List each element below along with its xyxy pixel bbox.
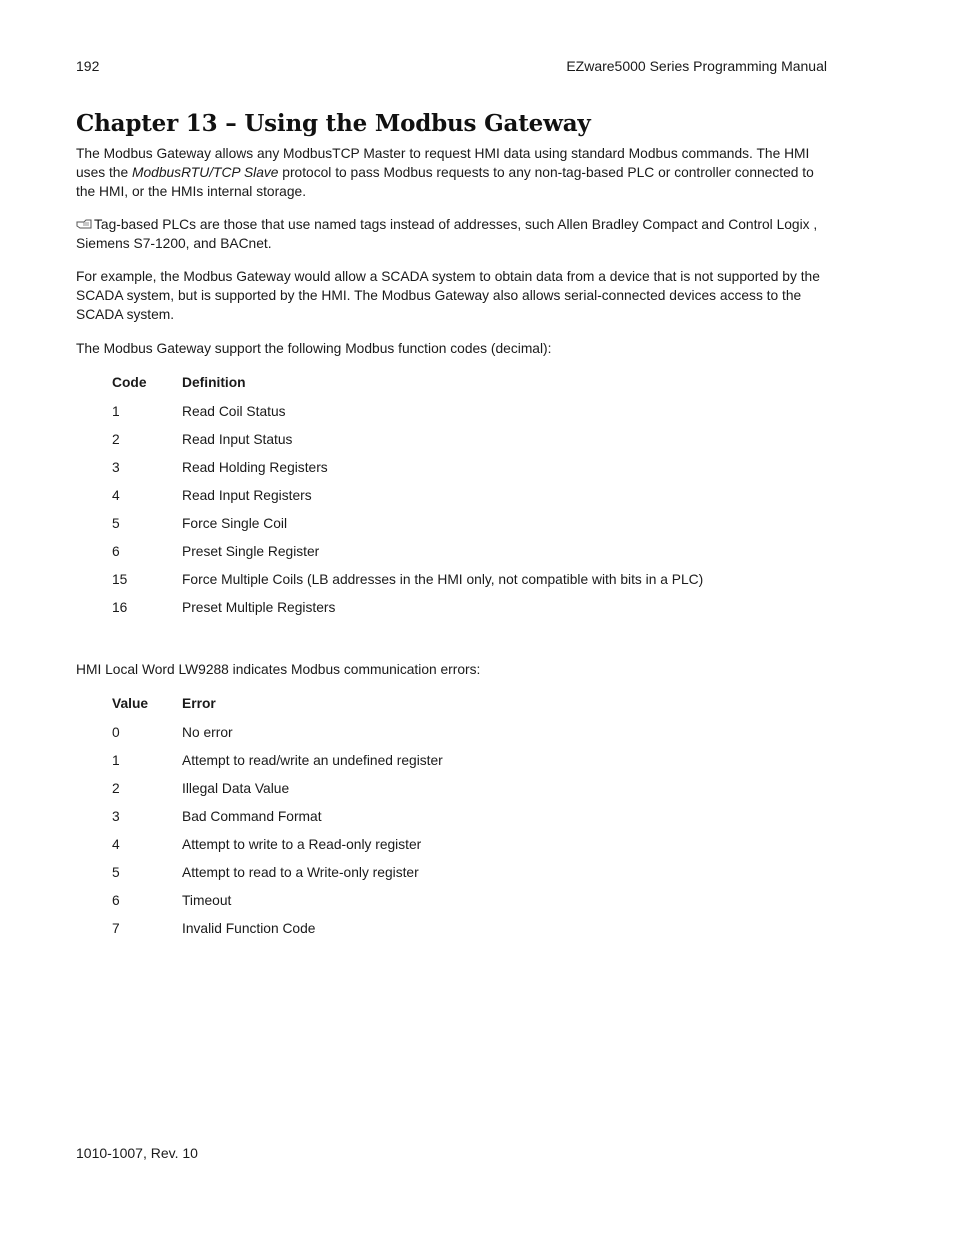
table-row	[112, 891, 443, 919]
table-row	[112, 863, 443, 891]
table-row	[112, 807, 443, 835]
errors-intro: HMI Local Word LW9288 indicates Modbus communication errors:	[76, 662, 481, 677]
table-row	[112, 458, 703, 486]
intro-text-2: protocol to pass Modbus requests to any non-tag-based PLC or controller connected to the HMI, or the HMIs internal storage.	[76, 165, 814, 199]
table-row	[112, 919, 443, 947]
column-header-value: Value	[112, 696, 149, 711]
page-body	[76, 144, 828, 947]
chapter-title: Chapter 13 – Using the Modbus Gateway	[76, 110, 591, 137]
note-paragraph	[76, 215, 828, 253]
value-cell: 2	[112, 781, 120, 796]
error-cell: No error	[182, 725, 233, 740]
table-row	[112, 486, 703, 514]
error-cell: Invalid Function Code	[182, 921, 316, 936]
table-row	[112, 779, 443, 807]
column-header-error: Error	[182, 696, 216, 711]
error-codes-table	[112, 694, 443, 947]
definition-cell: Force Multiple Coils (LB addresses in the HMI only, not compatible with bits in a PLC)	[182, 572, 704, 587]
error-cell: Attempt to read/write an undefined register	[182, 753, 443, 768]
table-row	[112, 751, 443, 779]
code-cell: 15	[112, 572, 128, 587]
table-header-row	[112, 373, 703, 402]
error-cell: Timeout	[182, 893, 232, 908]
value-cell: 7	[112, 921, 120, 936]
note-text: Tag-based PLCs are those that use named tags instead of addresses, such Allen Bradley Compact and Control Logix , Siemens S7-1200, and BACnet.	[76, 217, 818, 251]
error-cell: Attempt to write to a Read-only register	[182, 837, 422, 852]
code-cell: 5	[112, 516, 120, 531]
function-codes-intro: The Modbus Gateway support the following Modbus function codes (decimal):	[76, 341, 552, 356]
manual-title: EZware5000 Series Programming Manual	[566, 58, 827, 74]
column-header-code: Code	[112, 375, 147, 390]
table-row	[112, 402, 703, 430]
page-number: 192	[76, 58, 100, 74]
definition-cell: Read Input Registers	[182, 488, 312, 503]
table-header-row	[112, 694, 443, 723]
definition-cell: Preset Single Register	[182, 544, 320, 559]
column-header-definition: Definition	[182, 375, 246, 390]
code-cell: 1	[112, 404, 120, 419]
table-row	[112, 723, 443, 751]
definition-cell: Read Holding Registers	[182, 460, 328, 475]
function-codes-table	[112, 373, 703, 626]
intro-protocol-name: ModbusRTU/TCP Slave	[132, 165, 279, 180]
note-hand-icon	[76, 216, 92, 228]
value-cell: 0	[112, 725, 120, 740]
code-cell: 3	[112, 460, 120, 475]
intro-paragraph	[76, 144, 828, 201]
intro-text-1: The Modbus Gateway allows any ModbusTCP Master to request HMI data using standard Modbus commands. The HMI uses the	[76, 146, 810, 180]
table-row	[112, 514, 703, 542]
example-paragraph: For example, the Modbus Gateway would allow a SCADA system to obtain data from a device that is not supported by the SCADA system, but is supported by the HMI. The Modbus Gateway also allows serial-connected devices access to the SCADA system.	[76, 269, 820, 322]
code-cell: 16	[112, 600, 128, 615]
code-cell: 6	[112, 544, 120, 559]
table-row	[112, 570, 703, 598]
definition-cell: Read Input Status	[182, 432, 293, 447]
value-cell: 1	[112, 753, 120, 768]
table-row	[112, 598, 703, 626]
code-cell: 2	[112, 432, 120, 447]
error-cell: Bad Command Format	[182, 809, 322, 824]
value-cell: 4	[112, 837, 120, 852]
definition-cell: Force Single Coil	[182, 516, 288, 531]
definition-cell: Preset Multiple Registers	[182, 600, 336, 615]
table-row	[112, 430, 703, 458]
value-cell: 6	[112, 893, 120, 908]
error-cell: Attempt to read to a Write-only register	[182, 865, 419, 880]
error-cell: Illegal Data Value	[182, 781, 290, 796]
page-footer: 1010-1007, Rev. 10	[76, 1145, 198, 1161]
value-cell: 5	[112, 865, 120, 880]
value-cell: 3	[112, 809, 120, 824]
table-row	[112, 835, 443, 863]
table-row	[112, 542, 703, 570]
definition-cell: Read Coil Status	[182, 404, 286, 419]
code-cell: 4	[112, 488, 120, 503]
